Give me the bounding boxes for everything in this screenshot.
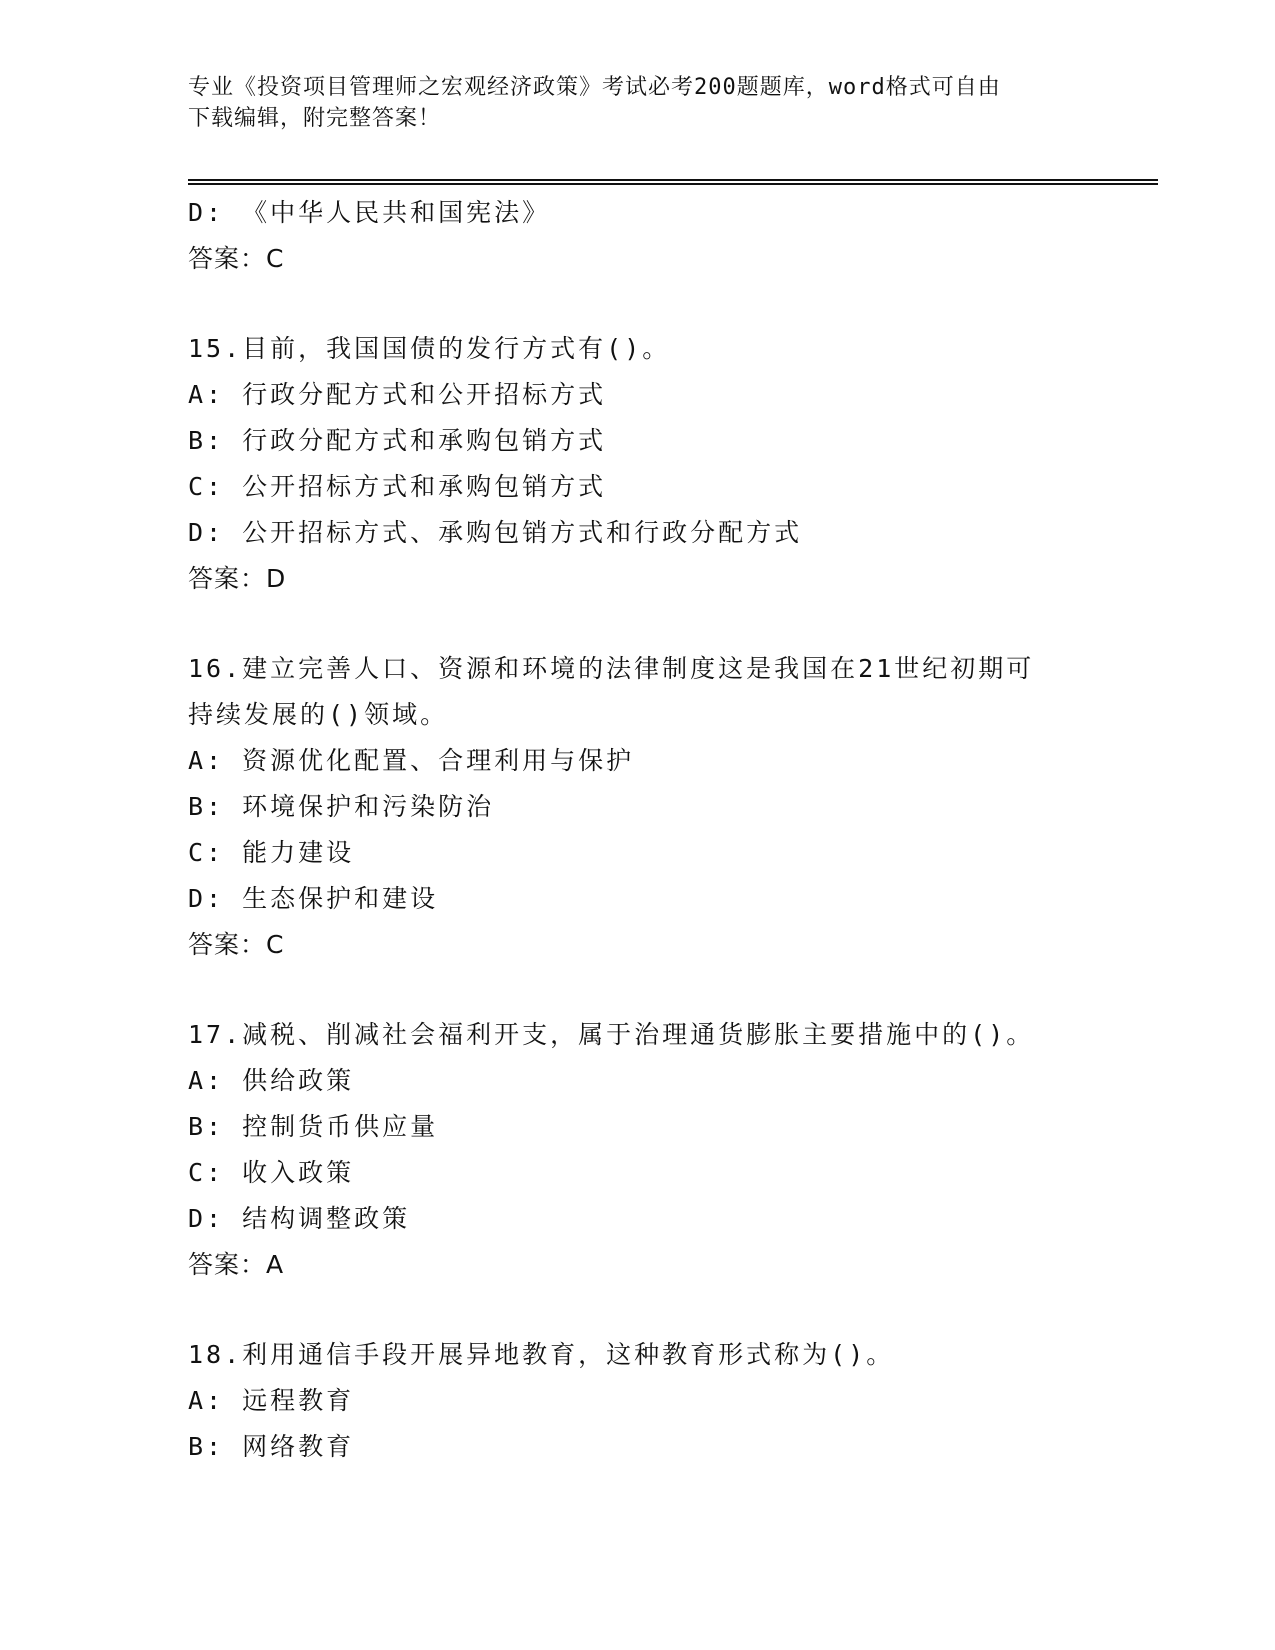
- option-b: B: 环境保护和污染防治: [188, 792, 495, 821]
- question-14-tail: [188, 190, 1088, 282]
- header-line-2: 下载编辑，附完整答案！: [188, 106, 442, 131]
- option-a: A: 资源优化配置、合理利用与保护: [188, 746, 635, 775]
- question-stem: 17.减税、削减社会福利开支，属于治理通货膨胀主要措施中的()。: [188, 1020, 1035, 1049]
- answer: 答案：C: [188, 244, 285, 273]
- option-d: D: 《中华人民共和国宪法》: [188, 198, 551, 227]
- question-stem-line-2: 持续发展的()领域。: [188, 700, 449, 729]
- option-c: C: 能力建设: [188, 838, 355, 867]
- answer: 答案：A: [188, 1250, 285, 1279]
- document-header: [188, 72, 1068, 134]
- header-line-1: 专业《投资项目管理师之宏观经济政策》考试必考200题题库，word格式可自由: [188, 75, 1001, 100]
- question-stem: 15.目前，我国国债的发行方式有()。: [188, 334, 671, 363]
- question-list: [188, 190, 1088, 1470]
- option-b: B: 网络教育: [188, 1432, 355, 1461]
- header-divider-top: [188, 179, 1158, 181]
- option-c: C: 收入政策: [188, 1158, 355, 1187]
- option-b: B: 行政分配方式和承购包销方式: [188, 426, 607, 455]
- question-15: [188, 326, 1088, 602]
- option-d: D: 结构调整政策: [188, 1204, 411, 1233]
- question-18: [188, 1332, 1088, 1470]
- option-a: A: 远程教育: [188, 1386, 355, 1415]
- header-divider-bottom: [188, 183, 1158, 185]
- option-d: D: 公开招标方式、承购包销方式和行政分配方式: [188, 518, 803, 547]
- answer: 答案：D: [188, 564, 287, 593]
- option-b: B: 控制货币供应量: [188, 1112, 439, 1141]
- option-d: D: 生态保护和建设: [188, 884, 439, 913]
- question-stem-line-1: 16.建立完善人口、资源和环境的法律制度这是我国在21世纪初期可: [188, 654, 1035, 683]
- answer: 答案：C: [188, 930, 285, 959]
- option-c: C: 公开招标方式和承购包销方式: [188, 472, 607, 501]
- question-stem: 18.利用通信手段开展异地教育，这种教育形式称为()。: [188, 1340, 895, 1369]
- option-a: A: 行政分配方式和公开招标方式: [188, 380, 607, 409]
- option-a: A: 供给政策: [188, 1066, 355, 1095]
- question-16: [188, 646, 1088, 968]
- question-17: [188, 1012, 1088, 1288]
